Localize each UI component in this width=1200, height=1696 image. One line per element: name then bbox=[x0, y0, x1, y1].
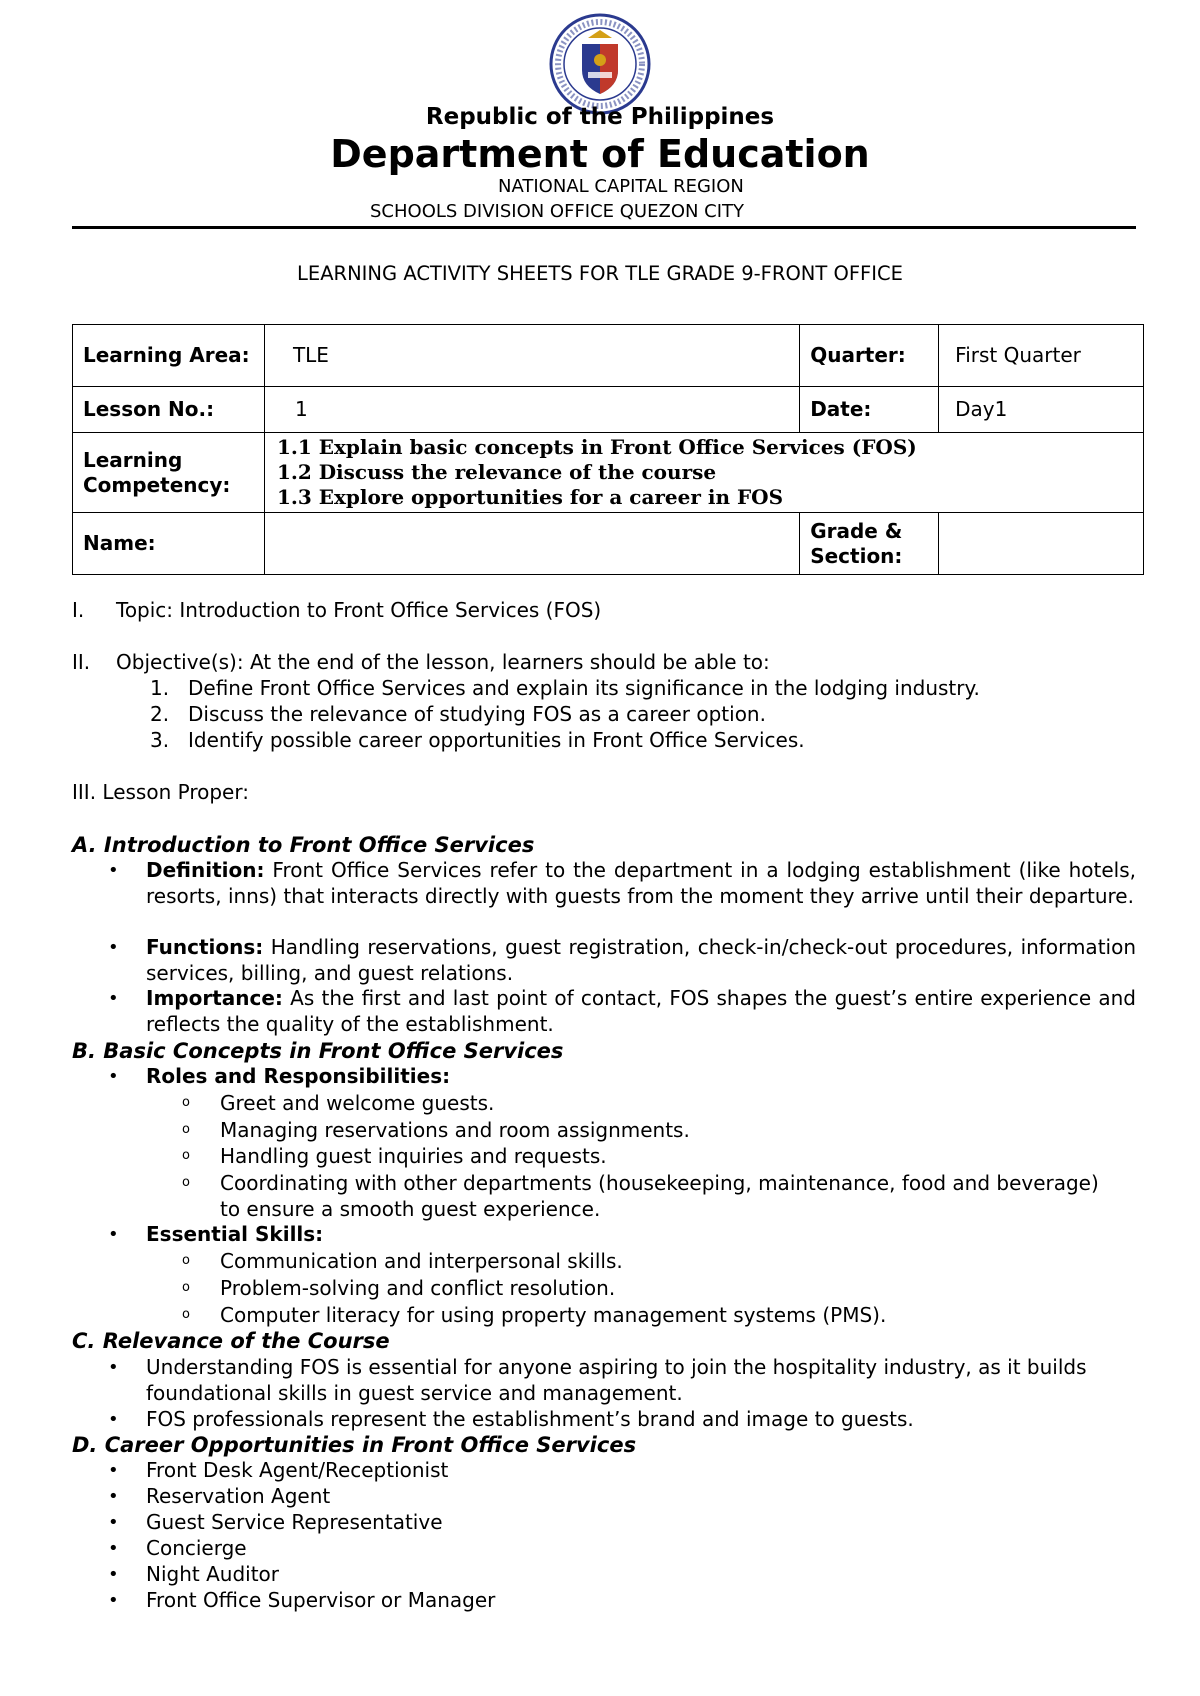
list-item bbox=[108, 1562, 1136, 1588]
table-row bbox=[73, 387, 1144, 433]
importance-term: Importance: bbox=[146, 986, 283, 1010]
section-d-title: D. Career Opportunities in Front Office Services bbox=[72, 1433, 637, 1457]
roles-heading: Roles and Responsibilities: bbox=[146, 1064, 451, 1088]
deped-seal-icon bbox=[548, 12, 652, 116]
list-item bbox=[108, 1407, 1136, 1433]
career-text: Night Auditor bbox=[146, 1562, 279, 1586]
list-item bbox=[108, 858, 1136, 909]
topic-line bbox=[72, 598, 1136, 624]
functions-text: Handling reservations, guest registration, check-in/check-out procedures, information services, billing, and guest relations. bbox=[146, 935, 1136, 985]
section-b-title: B. Basic Concepts in Front Office Services bbox=[72, 1039, 564, 1063]
sub-bullet-icon: o bbox=[182, 1095, 190, 1110]
lesson-info-table bbox=[72, 324, 1144, 575]
bullet-icon: • bbox=[108, 988, 119, 1009]
bullet-icon: • bbox=[108, 1564, 119, 1585]
sub-bullet-icon: o bbox=[182, 1175, 190, 1190]
table-row bbox=[73, 433, 1144, 513]
objective-number: 3. bbox=[150, 728, 170, 752]
quarter-label: Quarter: bbox=[800, 325, 939, 387]
skill-text: Communication and interpersonal skills. bbox=[220, 1249, 623, 1273]
department-heading: Department of Education bbox=[330, 132, 870, 176]
objective-text: Identify possible career opportunities in Front Office Services. bbox=[188, 728, 805, 752]
objective-item bbox=[150, 676, 980, 702]
republic-heading: Republic of the Philippines bbox=[425, 104, 775, 130]
role-text: Managing reservations and room assignments. bbox=[220, 1118, 690, 1142]
bullet-icon: • bbox=[108, 1512, 119, 1533]
lesson-proper-heading: III. Lesson Proper: bbox=[72, 780, 249, 804]
role-text: Handling guest inquiries and requests. bbox=[220, 1144, 607, 1168]
objectives-heading: Objective(s): At the end of the lesson, learners should be able to: bbox=[116, 650, 770, 674]
list-item bbox=[108, 1588, 1136, 1614]
objective-text: Discuss the relevance of studying FOS as a career option. bbox=[188, 702, 766, 726]
bullet-icon: • bbox=[108, 860, 119, 881]
section-a-title: A. Introduction to Front Office Services bbox=[72, 833, 535, 857]
list-item bbox=[108, 1536, 1136, 1562]
date-value: Day1 bbox=[939, 387, 1144, 433]
lesson-no-label: Lesson No.: bbox=[73, 387, 265, 433]
competency-list bbox=[264, 433, 1143, 513]
objective-number: 1. bbox=[150, 676, 170, 700]
career-text: Guest Service Representative bbox=[146, 1510, 443, 1534]
quarter-value: First Quarter bbox=[939, 325, 1144, 387]
objective-number: 2. bbox=[150, 702, 170, 726]
role-text: Greet and welcome guests. bbox=[220, 1091, 495, 1115]
sub-bullet-icon: o bbox=[182, 1307, 190, 1322]
list-item bbox=[108, 1355, 1136, 1406]
career-text: Reservation Agent bbox=[146, 1484, 331, 1508]
list-item bbox=[182, 1275, 1102, 1301]
bullet-icon: • bbox=[108, 1538, 119, 1559]
objectives-number: II. bbox=[72, 650, 91, 674]
definition-text: Front Office Services refer to the department in a lodging establishment (like hotels, resorts, inns) that interacts directly with guests from the moment they arrive until their departure. bbox=[146, 858, 1136, 908]
importance-text: As the first and last point of contact, FOS shapes the guest’s entire experience and reflects the quality of the establishment. bbox=[146, 986, 1136, 1036]
learning-area-label: Learning Area: bbox=[73, 325, 265, 387]
list-item bbox=[182, 1170, 1102, 1223]
list-item bbox=[182, 1302, 1102, 1328]
bullet-icon: • bbox=[108, 1460, 119, 1481]
relevance-text: Understanding FOS is essential for anyone aspiring to join the hospitality industry, as it builds foundational skills in guest service and management. bbox=[146, 1355, 1087, 1405]
career-text: Concierge bbox=[146, 1536, 247, 1560]
role-text: Coordinating with other departments (housekeeping, maintenance, food and beverage) to ensure a smooth guest experience. bbox=[220, 1171, 1099, 1222]
list-item bbox=[108, 1064, 1136, 1090]
section-c-title: C. Relevance of the Course bbox=[72, 1329, 390, 1353]
bullet-icon: • bbox=[108, 1066, 119, 1087]
objective-item bbox=[150, 702, 766, 728]
name-field[interactable] bbox=[264, 513, 799, 575]
competency-label: Learning Competency: bbox=[73, 433, 265, 513]
region-heading: NATIONAL CAPITAL REGION bbox=[498, 176, 744, 197]
bullet-icon: • bbox=[108, 1357, 119, 1378]
career-text: Front Office Supervisor or Manager bbox=[146, 1588, 496, 1612]
list-item bbox=[182, 1090, 1102, 1116]
grade-section-field[interactable] bbox=[939, 513, 1144, 575]
list-item bbox=[108, 935, 1136, 986]
list-item bbox=[108, 1510, 1136, 1536]
functions-term: Functions: bbox=[146, 935, 264, 959]
objective-text: Define Front Office Services and explain its significance in the lodging industry. bbox=[188, 676, 980, 700]
bullet-icon: • bbox=[108, 1224, 119, 1245]
competency-item: 1.2 Discuss the relevance of the course bbox=[276, 460, 717, 484]
skill-text: Computer literacy for using property management systems (PMS). bbox=[220, 1303, 887, 1327]
sub-bullet-icon: o bbox=[182, 1148, 190, 1163]
topic-number: I. bbox=[72, 598, 85, 622]
list-item bbox=[108, 1458, 1136, 1484]
sub-bullet-icon: o bbox=[182, 1280, 190, 1295]
bullet-icon: • bbox=[108, 1590, 119, 1611]
list-item bbox=[182, 1117, 1102, 1143]
date-label: Date: bbox=[800, 387, 939, 433]
skill-text: Problem-solving and conflict resolution. bbox=[220, 1276, 616, 1300]
definition-term: Definition: bbox=[146, 858, 265, 882]
list-item bbox=[182, 1248, 1102, 1274]
list-item bbox=[182, 1143, 1102, 1169]
list-item bbox=[108, 1484, 1136, 1510]
table-row bbox=[73, 513, 1144, 575]
list-item bbox=[108, 1222, 1136, 1248]
header-divider bbox=[72, 226, 1136, 229]
career-text: Front Desk Agent/Receptionist bbox=[146, 1458, 449, 1482]
bullet-icon: • bbox=[108, 937, 119, 958]
bullet-icon: • bbox=[108, 1486, 119, 1507]
learning-area-value: TLE bbox=[264, 325, 799, 387]
division-heading: SCHOOLS DIVISION OFFICE QUEZON CITY bbox=[370, 201, 745, 222]
sub-bullet-icon: o bbox=[182, 1122, 190, 1137]
objective-item bbox=[150, 728, 805, 754]
sub-bullet-icon: o bbox=[182, 1253, 190, 1268]
objectives-heading-line bbox=[72, 650, 1136, 676]
competency-item: 1.3 Explore opportunities for a career in FOS bbox=[276, 485, 784, 509]
skills-heading: Essential Skills: bbox=[146, 1222, 324, 1246]
grade-section-label: Grade & Section: bbox=[800, 513, 939, 575]
name-label: Name: bbox=[73, 513, 265, 575]
bullet-icon: • bbox=[108, 1409, 119, 1430]
lesson-no-value: 1 bbox=[264, 387, 799, 433]
table-row bbox=[73, 325, 1144, 387]
competency-item: 1.1 Explain basic concepts in Front Office Services (FOS) bbox=[276, 435, 917, 459]
topic-text: Topic: Introduction to Front Office Services (FOS) bbox=[116, 598, 602, 622]
sheet-title: LEARNING ACTIVITY SHEETS FOR TLE GRADE 9-FRONT OFFICE bbox=[297, 262, 903, 285]
relevance-text: FOS professionals represent the establishment’s brand and image to guests. bbox=[146, 1407, 914, 1431]
list-item bbox=[108, 986, 1136, 1037]
